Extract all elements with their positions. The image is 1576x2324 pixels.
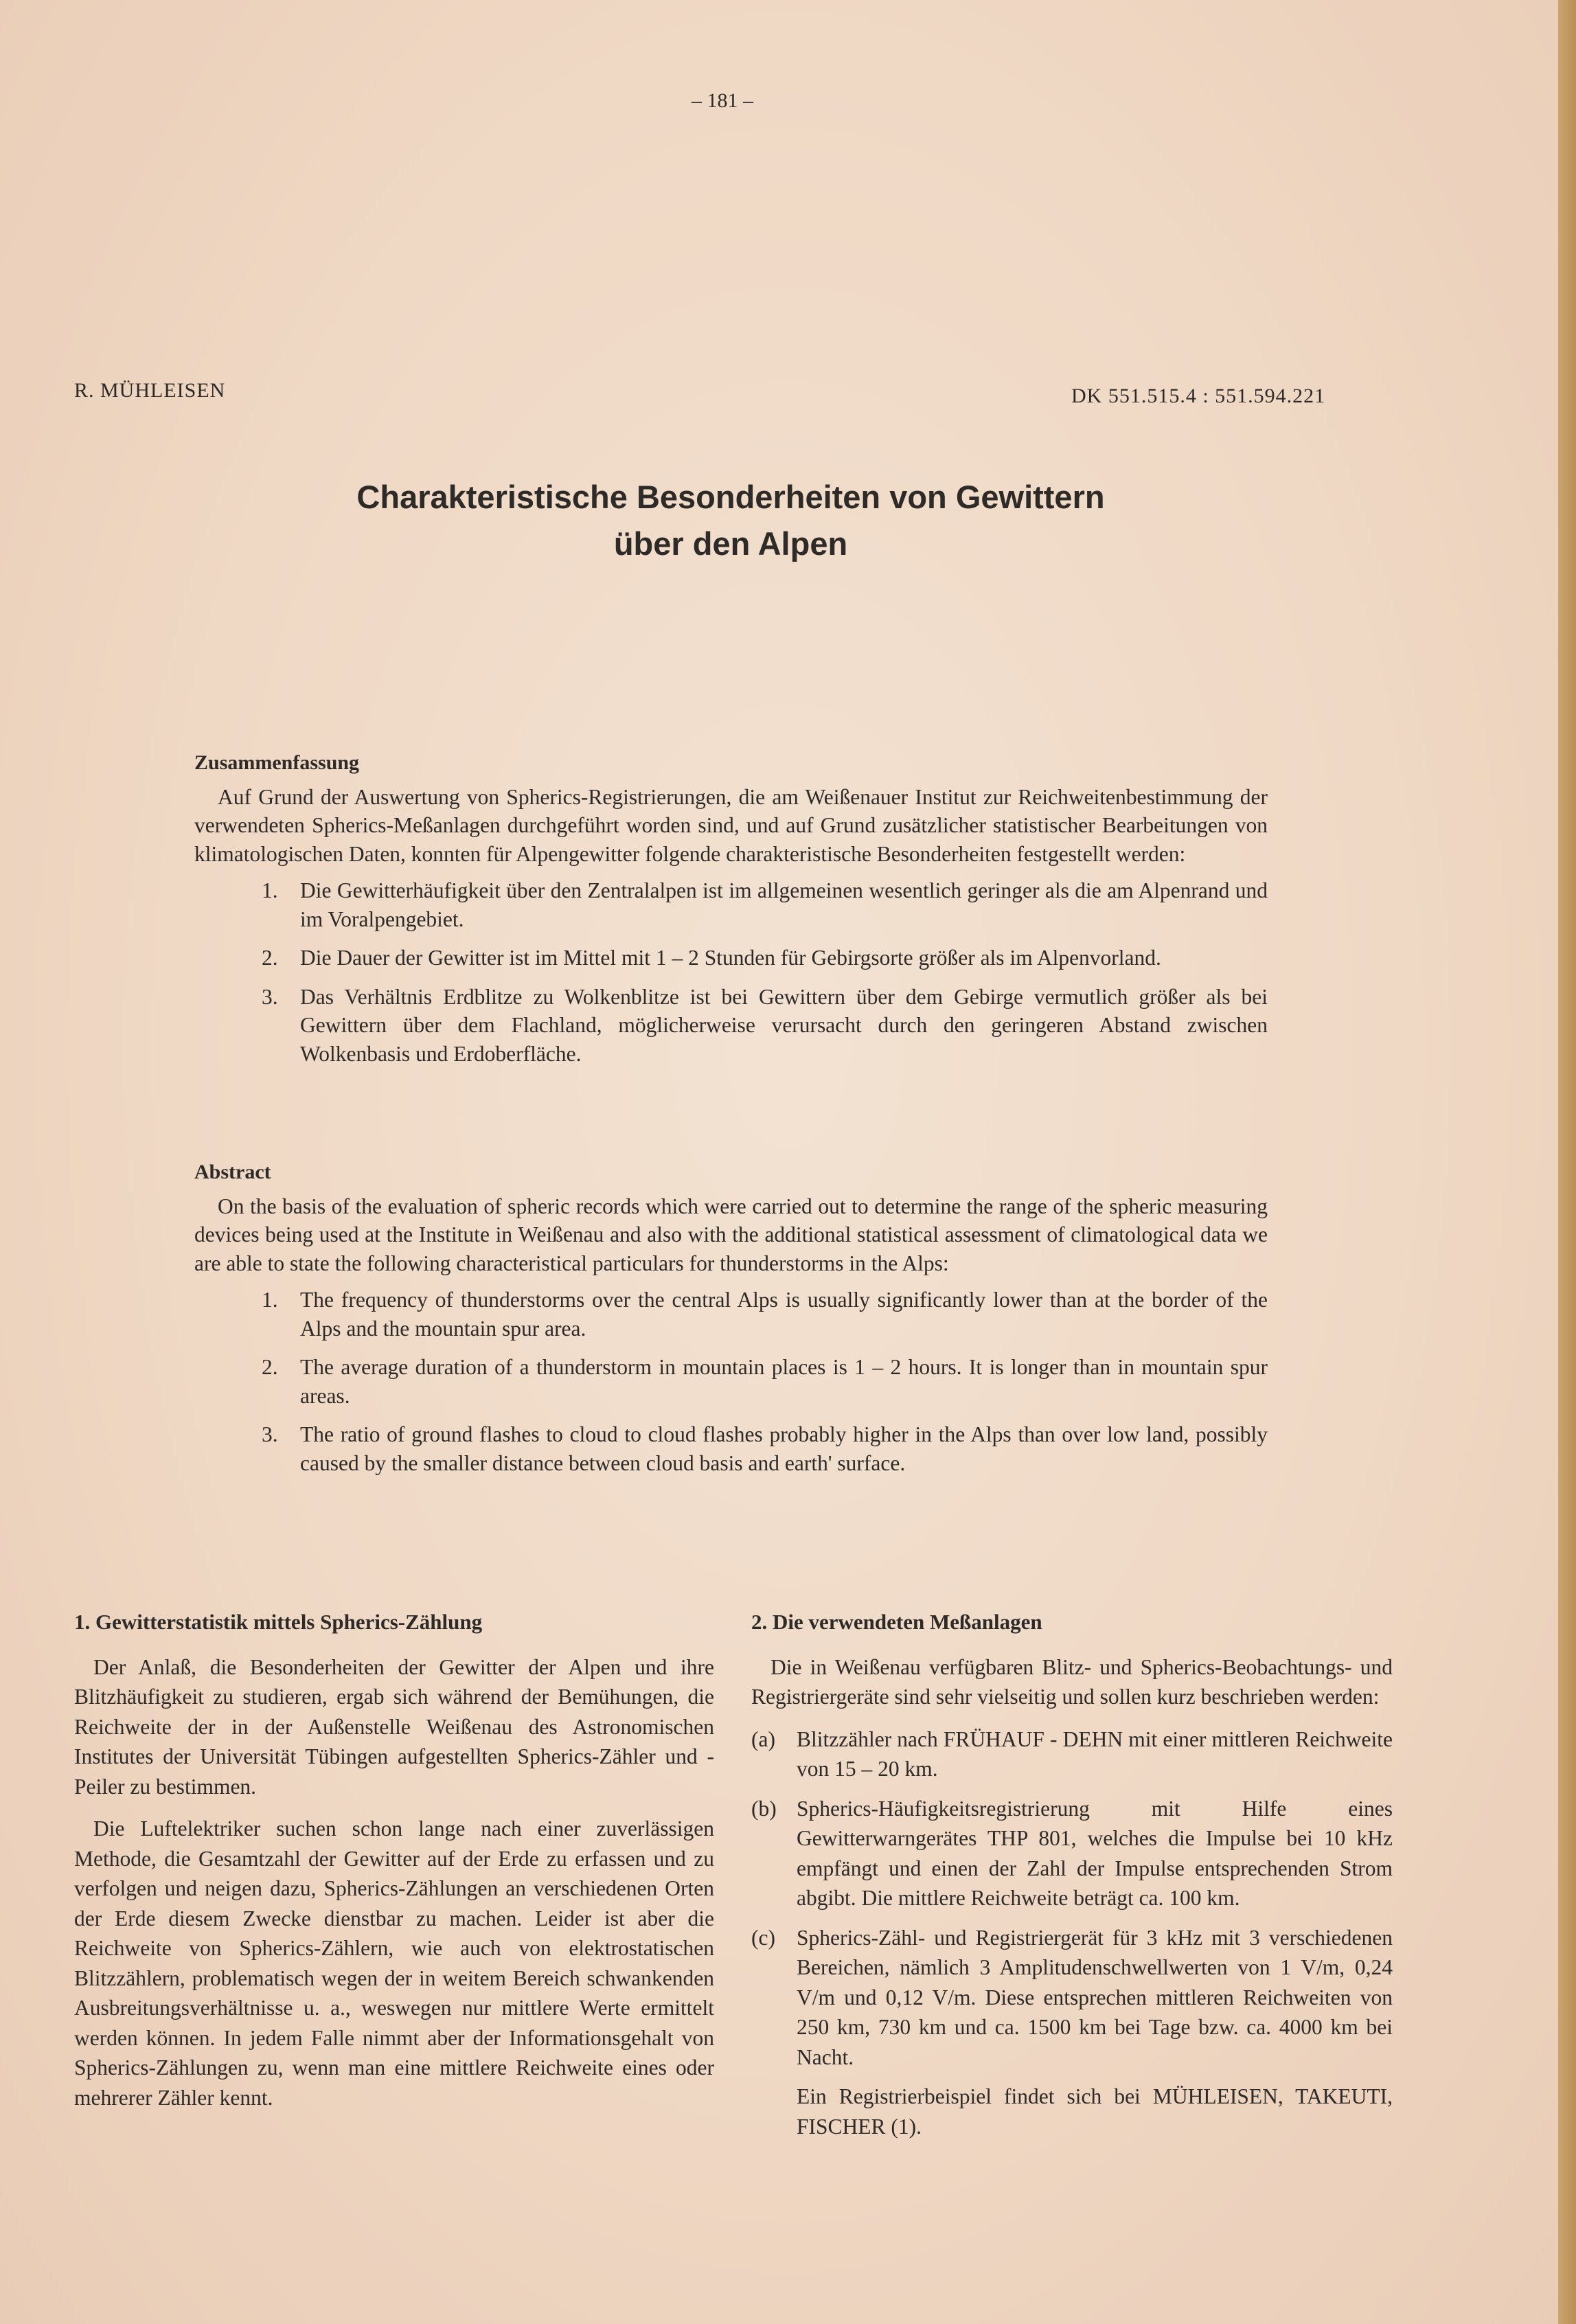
- list-item: [194, 1286, 1268, 1343]
- item-number: 3.: [262, 984, 278, 1009]
- item-text: Das Verhältnis Erdblitze zu Wolkenblitze ist bei Gewittern über dem Gebirge vermutlich größer als bei Gewittern über dem Flachland, möglicherweise verursacht durch den geringeren Abstand zwischen Wolkenbasis und Erdoberfläche.: [300, 984, 1268, 1066]
- section-1-paragraph: Der Anlaß, die Besonderheiten der Gewitter der Alpen und ihre Blitzhäufigkeit zu studieren, ergab sich während der Bemühungen, die Reichweite der in der Außenstelle Weißenau des Astronomischen Institutes der Universität Tübingen aufgestellten Spherics-Zähler und -Peiler zu bestimmen.: [74, 1654, 714, 1799]
- item-text: The frequency of thunderstorms over the central Alps is usually significantly lower than at the border of the Alps and the mountain spur area.: [300, 1288, 1268, 1341]
- zusammenfassung-list: [194, 876, 1268, 1068]
- abstract-list: [194, 1286, 1268, 1477]
- list-item: [194, 1353, 1268, 1410]
- item-text: Die Gewitterhäufigkeit über den Zentralalpen ist im allgemeinen wesentlich geringer als die am Alpenrand und im Voralpengebiet.: [300, 878, 1268, 931]
- item-number: 2.: [262, 946, 278, 970]
- item-label: (b): [751, 1796, 777, 1821]
- zusammenfassung-intro: Auf Grund der Auswertung von Spherics-Registrierungen, die am Weißenauer Institut zur Reichweitenbestimmung der verwendeten Spherics-Meßanlagen durchgeführt worden sind, und auf Grund zusätzlicher statistischer Bearbeitungen von klimatologischen Daten, konnten für Alpengewitter folgende charakteristische Besonderheiten festgestellt werden:: [194, 784, 1268, 866]
- item-number: 1.: [262, 878, 278, 902]
- abstract-heading: Abstract: [194, 1161, 271, 1183]
- section-2: [751, 1607, 1393, 2141]
- section-2-intro: Die in Weißenau verfügbaren Blitz- und Spherics-Beobachtungs- und Registriergeräte sind sehr vielseitig und sollen kurz beschrieben werden:: [751, 1654, 1393, 1709]
- paper-title: [0, 474, 1461, 567]
- author: R. MÜHLEISEN: [74, 379, 226, 402]
- section-1: [74, 1607, 714, 2125]
- item-text: The average duration of a thunderstorm in mountain places is 1 – 2 hours. It is longer than in mountain spur areas.: [300, 1355, 1268, 1408]
- section-1-paragraph: Die Luftelektriker suchen schon lange nach einer zuverlässigen Methode, die Gesamtzahl der Gewitter auf der Erde zu erfassen und zu verfolgen und neigen dazu, Spherics-Zählungen an verschiedenen Orten der Erde diesem Zwecke dienstbar zu machen. Leider ist aber die Reichweite von Spherics-Zählern, wie auch von elektrostatischen Blitzzählern, problematisch wegen der in weitem Bereich schwankenden Ausbreitungsverhältnisse u. a., weswegen nur mittlere Werte ermittelt werden können. In jedem Falle nimmt aber der Informationsgehalt von Spherics-Zählungen zu, wenn man eine mittlere Reichweite eines oder mehrerer Zähler kennt.: [74, 1816, 714, 2110]
- list-item: [194, 944, 1268, 972]
- page-edge: [1558, 0, 1576, 2324]
- item-text: Spherics-Häufigkeitsregistrierung mit Hilfe eines Gewitterwarngerätes THP 801, welches die Impulse bei 10 kHz empfängt und einen der Zahl der Impulse entsprechenden Strom abgibt. Die mittlere Reichweite beträgt ca. 100 km.: [797, 1796, 1393, 1910]
- item-number: 1.: [262, 1288, 278, 1312]
- page-number: – 181 –: [692, 89, 753, 112]
- device-list: [751, 1724, 1393, 2073]
- list-item: [194, 983, 1268, 1069]
- list-item: [751, 1794, 1393, 1913]
- item-text: Spherics-Zähl- und Registriergerät für 3 kHz mit 3 verschiedenen Bereichen, nämlich 3 Amplitudenschwellwerten von 1 V/m, 0,24 V/m und 0,12 V/m. Diese entsprechen mittleren Reichweiten von 250 km, 730 km und ca. 1500 km bei Tage bzw. ca. 4000 km bei Nacht.: [797, 1925, 1393, 2069]
- title-line-2: über den Alpen: [613, 525, 848, 562]
- section-1-heading: 1. Gewitterstatistik mittels Spherics-Zählung: [74, 1610, 483, 1634]
- zusammenfassung: [194, 749, 1268, 1083]
- section-2-note: Ein Registrierbeispiel findet sich bei MÜHLEISEN, TAKEUTI, FISCHER (1).: [797, 2084, 1393, 2139]
- item-text: Blitzzähler nach FRÜHAUF - DEHN mit einer mittleren Reichweite von 15 – 20 km.: [797, 1727, 1393, 1781]
- abstract: [194, 1158, 1268, 1492]
- list-item: [194, 1420, 1268, 1477]
- item-label: (c): [751, 1925, 775, 1950]
- item-text: Die Dauer der Gewitter ist im Mittel mit 1 – 2 Stunden für Gebirgsorte größer als im Alpenvorland.: [300, 946, 1161, 970]
- dk-classification: DK 551.515.4 : 551.594.221: [1071, 385, 1326, 407]
- item-number: 2.: [262, 1355, 278, 1379]
- item-label: (a): [751, 1727, 775, 1751]
- title-line-1: Charakteristische Besonderheiten von Gewittern: [356, 479, 1105, 515]
- abstract-intro: On the basis of the evaluation of spheric records which were carried out to determine the range of the spheric measuring devices being used at the Institute in Weißenau and also with the additional statistical assessment of climatological data we are able to state the following characteristical particulars for thunderstorms in the Alps:: [194, 1194, 1268, 1275]
- item-text: The ratio of ground flashes to cloud to cloud flashes probably higher in the Alps than over low land, possibly caused by the smaller distance between cloud basis and earth' surface.: [300, 1422, 1268, 1475]
- list-item: [751, 1923, 1393, 2073]
- section-2-heading: 2. Die verwendeten Meßanlagen: [751, 1610, 1042, 1634]
- zusammenfassung-heading: Zusammenfassung: [194, 751, 360, 774]
- list-item: [751, 1724, 1393, 1784]
- list-item: [194, 876, 1268, 933]
- item-number: 3.: [262, 1422, 278, 1446]
